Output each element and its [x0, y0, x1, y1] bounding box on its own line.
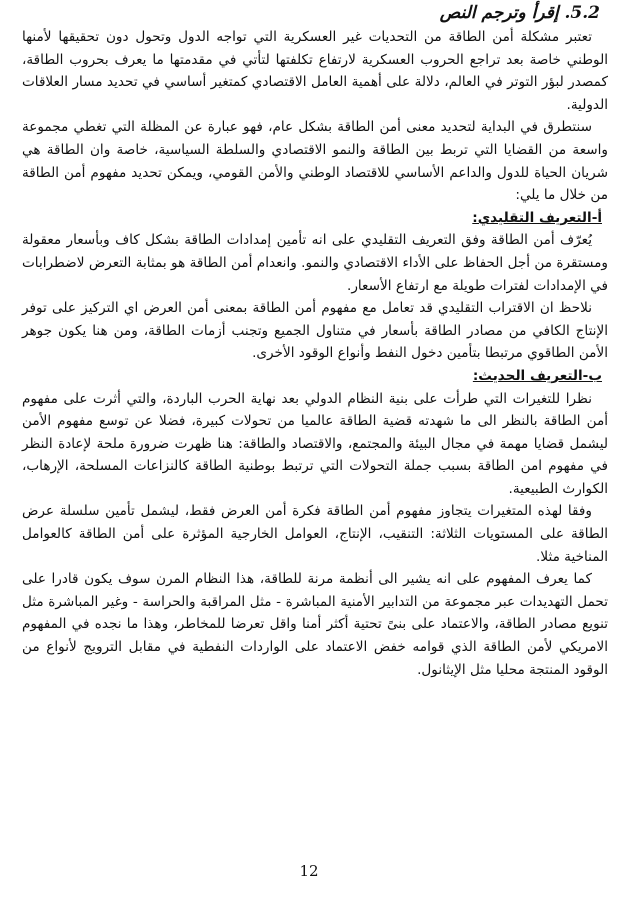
- section-number: 5.2.: [564, 3, 600, 23]
- intro-paragraph-2: سنتطرق في البداية لتحديد معنى أمن الطاقة بشكل عام، فهو عبارة عن المظلة التي تغطي مجموعة واسعة من القضايا التي تربط بين الطاقة والنمو الاقتصادي والسلطة السياسية، خاصة وان الطاقة هي شريان الحياة للدول والداعم الأساسي للاقتصاد الوطني والأمن القومي، ويمكن تحديد مفهوم أمن الطاقة من خلال ما يلي:: [22, 119, 608, 204]
- modern-definition-paragraph-1: نظرا للتغيرات التي طرأت على بنية النظام الدولي بعد نهاية الحرب الباردة، والتي أثرت على مفهوم أمن الطاقة بالنظر الى ما شهدته قضية الطاقة عالميا من تحولات كبيرة، فضلا عن توسع مفهوم الأمن ليشمل قضايا مهمة في مجال البيئة والمجتمع، والاقتصاد والطاقة: هنا ظهرت ضرورة ملحة لإعادة النظر في مفهوم امن الطاقة بسبب جملة التحولات التي ترتبط بوطنية الطاقة كالنزاعات المسلحة، الإرهاب، الكوارث الطبيعية.: [22, 390, 608, 497]
- traditional-definition-paragraph-2: نلاحظ ان الاقتراب التقليدي قد تعامل مع مفهوم أمن الطاقة بمعنى أمن العرض اي التركيز على توفر الإنتاج الكافي من مصادر الطاقة بأسعار في متناول الجميع وتجنب أزمات الطاقة، ومن هنا يكون جوهر الأمن الطاقوي مرتبطا بتأمين دخول النفط وأنواع الوقود الأخرى.: [22, 300, 608, 362]
- intro-paragraph-1: تعتبر مشكلة أمن الطاقة من التحديات غير العسكرية التي تواجه الدول وتحول دون تحقيقها لأمنها الوطني خاصة بعد تراجع الحروب العسكرية لارتفاع تكلفتها لتأتي في مقدمتها ما يعرف بحروب الطاقة، كمصدر لبؤر التوتر في العالم، دلالة على أهمية العامل الاقتصادي كمتغير أساسي في تحديد مسار العلاقات الدولية.: [22, 29, 608, 113]
- section-header: [440, 2, 608, 24]
- modern-definition-paragraph-3: كما يعرف المفهوم على انه يشير الى أنظمة مرنة للطاقة، هذا النظام المرن سوف يكون قادرا على تحمل التهديدات عبر مجموعة من التدابير الأمنية المباشرة - مثل المراقبة والحراسة - وغير المباشرة مثل تنويع مصادر الطاقة، والاعتماد على بنىً تحتية أكثر أمنا واقل تعرضا للمخاطر، وهذا ما نجده في المفهوم الامريكي لأمن الطاقة الذي قوامه خفض الاعتماد على الواردات النفطية في مقابل الترويج لأنواع من الوقود المنتجة محليا مثل الإيثانول.: [22, 571, 608, 678]
- page-number: 12: [299, 862, 319, 880]
- section-title: إقرأ وترجم النص: [439, 3, 559, 23]
- body-text: [22, 26, 608, 681]
- modern-definition-paragraph-2: وفقا لهذه المتغيرات يتجاوز مفهوم أمن الطاقة فكرة أمن العرض فقط، ليشمل تأمين سلسلة عرض الطاقة على المستويات الثلاثة: التنقيب، الإنتاج، العوامل الخارجية المؤثرة على أمن الطاقة كالعوامل المناخية مثلا.: [22, 503, 608, 565]
- modern-definition-heading: ب-التعريف الحديث:: [472, 367, 602, 384]
- traditional-definition-heading: أ-التعريف التقليدي:: [472, 209, 602, 226]
- traditional-definition-paragraph-1: يُعرّف أمن الطاقة وفق التعريف التقليدي على انه تأمين إمدادات الطاقة بشكل كاف وبأسعار معقولة ومستقرة من أجل الحفاظ على الأداء الاقتصادي والنمو. وانعدام أمن الطاقة هو بمثابة التعرض لاضطرابات في الإمدادات لفترات طويلة مع ارتفاع الأسعار.: [22, 232, 608, 294]
